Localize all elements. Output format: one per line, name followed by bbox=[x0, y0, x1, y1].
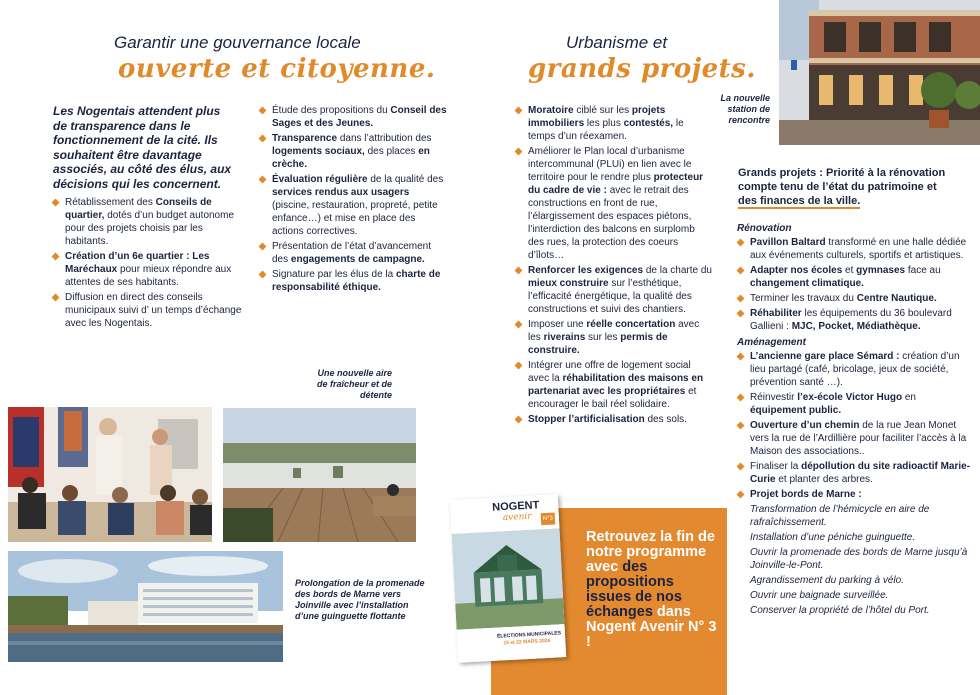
magazine-pavilion-image bbox=[452, 528, 565, 630]
list-item: Terminer les travaux du Centre Nautique. bbox=[737, 292, 973, 305]
right-heading-line2: grands projets. bbox=[528, 54, 756, 84]
grands-projets-heading bbox=[738, 166, 974, 208]
intro-paragraph: Les Nogentais attendent plus de transparence dans le fonctionnement de la cité. Ils souhaitent être davantage associés, au côté des élus, aux décisions qui les concernent. bbox=[53, 104, 232, 191]
photo-mist-deck bbox=[223, 408, 416, 542]
list-item: Présentation de l’état d’avancement des engagements de campagne. bbox=[259, 240, 449, 266]
list-item: Améliorer le Plan local d’urbanisme intercommunal (PLUi) en lien avec le territoire pour le rendre plus protecteur du cadre de vie : avec le retrait des constructions en front de rue, l’élargissement des espaces piétons, l’interdiction des balcons en surplomb des rues, la protection des coeurs d’îlots… bbox=[515, 145, 713, 262]
list-item: Évaluation régulière de la qualité des services rendus aux usagers (piscine, restauration, propreté, petite enfance…) et mise en place des actions correctives. bbox=[259, 173, 449, 238]
left-heading-line1: Garantir une gouvernance locale bbox=[114, 33, 361, 52]
amenagement-list bbox=[737, 350, 973, 501]
list-item: Finaliser la dépollution du site radioactif Marie-Curie et planter des arbres. bbox=[737, 460, 973, 486]
magazine-header bbox=[450, 494, 560, 534]
grands-projets-line3: des finances de la ville. bbox=[738, 195, 861, 207]
photo-station-de-rencontre bbox=[779, 0, 980, 145]
grands-projets-line2: compte tenu de l’état du patrimoine et bbox=[738, 181, 937, 193]
col1-list bbox=[52, 196, 242, 332]
list-item: Réhabiliter les équipements du 36 boulevard Gallieni : MJC, Pocket, Médiathèque. bbox=[737, 307, 973, 333]
list-item: Imposer une réelle concertation avec les riverains sur les permis de construire. bbox=[515, 318, 713, 357]
sub-list-item: Ouvrir la promenade des bords de Marne jusqu’à Joinville-le-Pont. bbox=[750, 547, 968, 571]
renovation-list bbox=[737, 236, 973, 333]
magazine-subtitle: avenir bbox=[502, 511, 532, 524]
col3-list bbox=[515, 104, 713, 428]
list-item: Pavillon Baltard transformé en une halle dédiée aux événements culturels, sportifs et artistiques. bbox=[737, 236, 973, 262]
left-heading-line2: ouverte et citoyenne. bbox=[118, 54, 436, 84]
photo-children-workshop bbox=[8, 407, 212, 542]
sub-list-item: Ouvrir une baignade surveillée. bbox=[750, 590, 889, 601]
list-item: L’ancienne gare place Sémard : création d’un lieu partagé (café, bricolage, jeux de société, prévention santé …). bbox=[737, 350, 973, 389]
magazine-footer bbox=[457, 624, 567, 663]
bords-de-marne-sublist bbox=[737, 503, 973, 617]
promo-text: Retrouvez la fin de notre programme avec des propositions issues de nos échanges dans Nogent Avenir N° 3 ! bbox=[586, 529, 717, 650]
list-item: Transparence dans l’attribution des logements sociaux, des places en crèche. bbox=[259, 132, 449, 171]
magazine-number: N°3 bbox=[541, 512, 556, 525]
list-item: Ouverture d’un chemin de la rue Jean Monet vers la rue de l’Ardillière pour faciliter l’accès à la Maison des associations.. bbox=[737, 419, 973, 458]
sub-list-item: Agrandissement du parking à vélo. bbox=[750, 575, 904, 586]
list-item: Projet bords de Marne : bbox=[737, 488, 973, 501]
list-item: Réinvestir l’ex-école Victor Hugo en équipement public. bbox=[737, 391, 973, 417]
list-item: Renforcer les exigences de la charte du mieux construire sur l’esthétique, l’efficacité énergétique, la qualité des constructions et suivi des chantiers. bbox=[515, 264, 713, 316]
renovation-title: Rénovation bbox=[737, 223, 792, 234]
sub-list-item: Transformation de l’hémicycle en aire de rafraîchissement. bbox=[750, 504, 930, 528]
caption-promenade: Prolongation de la promenade des bords de Marne vers Joinville avec l’installation d’une guinguette flottante bbox=[295, 578, 425, 621]
caption-station: La nouvelle station de rencontre bbox=[720, 93, 770, 125]
col2-list bbox=[259, 104, 449, 296]
sub-list-item: Conserver la propriété de l’hôtel du Port. bbox=[750, 605, 930, 616]
list-item: Signature par les élus de la charte de responsabilité éthique. bbox=[259, 268, 449, 294]
col4-section bbox=[737, 219, 973, 619]
list-item: Étude des propositions du Conseil des Sages et des Jeunes. bbox=[259, 104, 449, 130]
sub-list-item: Installation d’une péniche guinguette. bbox=[750, 532, 916, 543]
list-item: Création d’un 6e quartier : Les Maréchaux pour mieux répondre aux attentes de ses habitants. bbox=[52, 250, 242, 289]
amenagement-title: Aménagement bbox=[737, 337, 806, 348]
list-item: Intégrer une offre de logement social avec la réhabilitation des maisons en partenariat avec les propriétaires et encourager le bail réel solidaire. bbox=[515, 359, 713, 411]
right-heading-line1: Urbanisme et bbox=[566, 33, 668, 52]
magazine-cover bbox=[450, 494, 566, 662]
list-item: Diffusion en direct des conseils municipaux suivi d’ un temps d’échange avec les Nogentais. bbox=[52, 291, 242, 330]
grands-projets-line1: Grands projets : Priorité à la rénovation bbox=[738, 167, 946, 179]
photo-bords-de-marne bbox=[8, 551, 283, 662]
list-item: Adapter nos écoles et gymnases face au changement climatique. bbox=[737, 264, 973, 290]
caption-fraicheur: Une nouvelle aire de fraîcheur et de détente bbox=[316, 368, 392, 400]
list-item: Rétablissement des Conseils de quartier, dotés d’un budget autonome pour des projets choisis par les habitants. bbox=[52, 196, 242, 248]
magazine-dates: 15 et 22 MARS 2026 bbox=[503, 637, 551, 647]
magazine-elections: ÉLECTIONS MUNICIPALES bbox=[496, 630, 562, 640]
list-item: Stopper l’artificialisation des sols. bbox=[515, 413, 713, 426]
list-item: Moratoire ciblé sur les projets immobiliers les plus contestés, le temps d’un réexamen. bbox=[515, 104, 713, 143]
magazine-title: NOGENT bbox=[491, 499, 540, 514]
